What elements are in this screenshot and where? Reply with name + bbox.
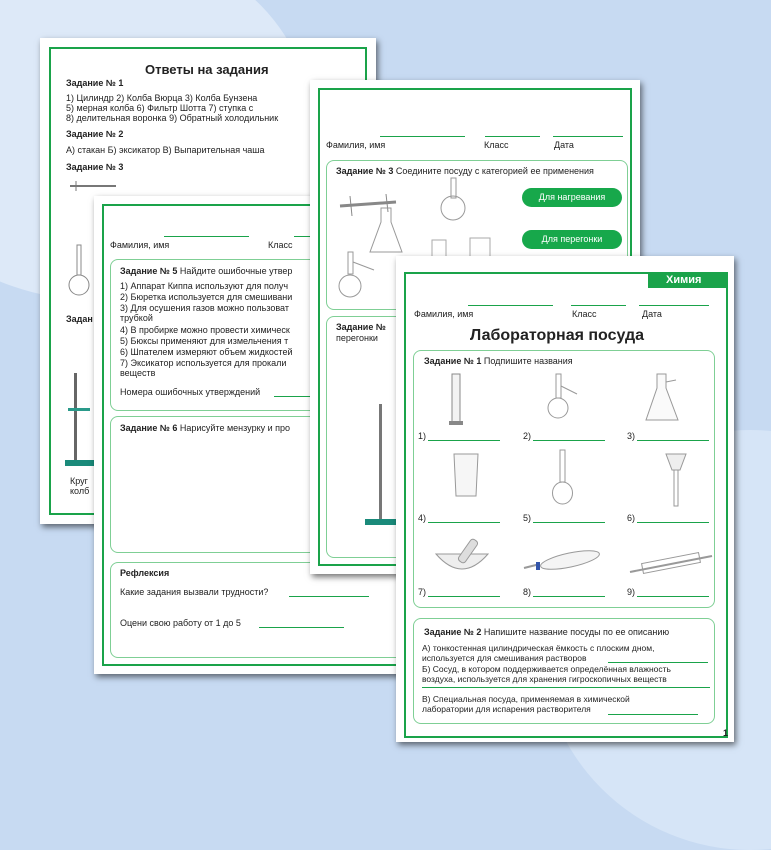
wurtz-flask-icon xyxy=(545,372,581,422)
class-label: Класс xyxy=(268,240,293,250)
task-2-number: Задание № 2 xyxy=(424,627,482,637)
page-title: Лабораторная посуда xyxy=(470,327,645,344)
statement: трубкой xyxy=(120,313,153,323)
answer-line[interactable] xyxy=(422,687,710,688)
reflux-condenser-icon xyxy=(628,548,714,578)
answer-1-line: 1) Цилиндр 2) Колба Вюрца 3) Колба Бунзена xyxy=(66,93,258,103)
beaker-icon xyxy=(451,450,481,498)
name-label: Фамилия, имя xyxy=(110,240,170,250)
statement: 1) Аппарат Киппа используют для получ xyxy=(120,281,289,291)
task-3-heading: Задание № 3 xyxy=(66,162,124,172)
wrong-numbers-field[interactable] xyxy=(274,396,314,397)
statement: 5) Бюксы применяют для измельчения т xyxy=(120,336,289,346)
flask-icon xyxy=(68,243,90,298)
task-6-number: Задание № 6 xyxy=(120,423,178,433)
reflection-question: Оцени свою работу от 1 до 5 xyxy=(120,618,241,628)
round-flask-icon xyxy=(440,176,468,224)
for-heating-button[interactable]: Для нагревания xyxy=(522,188,622,207)
date-underline xyxy=(639,305,709,306)
description-c: лаборатории для испарения растворителя xyxy=(422,704,591,714)
task-2-text: Напишите название посуды по ее описанию xyxy=(483,627,670,637)
description-c: В) Специальная посуда, применяемая в химической xyxy=(422,694,630,704)
task-3-number: Задание № 3 xyxy=(336,166,394,176)
statement: 2) Бюретка используется для смешивани xyxy=(120,292,293,302)
answer-line[interactable] xyxy=(533,440,605,441)
task-6-text: Нарисуйте мензурку и про xyxy=(179,423,291,433)
answer-field[interactable] xyxy=(259,627,344,628)
answer-2-line: А) стакан Б) эксикатор В) Выпарительная чаша xyxy=(66,145,265,155)
name-underline xyxy=(380,136,465,137)
answer-line[interactable] xyxy=(533,522,605,523)
answers-title: Ответы на задания xyxy=(145,62,269,77)
task-5-heading xyxy=(120,266,292,277)
task-4-text: перегонки xyxy=(336,333,378,343)
answer-line[interactable] xyxy=(533,596,605,597)
answer-line[interactable] xyxy=(428,596,500,597)
caption: Круг xyxy=(70,476,88,486)
reflection-question: Какие задания вызвали трудности? xyxy=(120,587,269,597)
date-label: Дата xyxy=(554,140,574,150)
item-number: 4) xyxy=(418,513,427,523)
condenser-icon xyxy=(68,178,118,194)
graduated-cylinder-icon xyxy=(448,372,464,427)
item-number: 9) xyxy=(627,587,636,597)
item-number: 7) xyxy=(418,587,427,597)
task-2-heading xyxy=(424,627,669,638)
task-5-number: Задание № 5 xyxy=(120,266,178,276)
item-number: 2) xyxy=(523,431,532,441)
erlenmeyer-flask-icon xyxy=(368,206,404,256)
stand-icon xyxy=(65,368,95,468)
answer-line[interactable] xyxy=(608,714,698,715)
volumetric-flask-icon xyxy=(551,448,575,506)
item-number: 3) xyxy=(627,431,636,441)
worksheet-page-1 xyxy=(396,256,734,742)
bunsen-flask-icon xyxy=(644,372,680,424)
answer-1-line: 5) мерная колба 6) Фильтр Шотта 7) ступка с xyxy=(66,103,254,113)
answer-line[interactable] xyxy=(608,662,708,663)
caption: колб xyxy=(70,486,90,496)
wurtz-flask-icon xyxy=(338,250,378,302)
task-1-heading xyxy=(424,356,573,367)
class-label: Класс xyxy=(572,309,597,319)
task-1-text: Подпишите названия xyxy=(483,356,573,366)
date-underline xyxy=(553,136,623,137)
name-label: Фамилия, имя xyxy=(414,309,474,319)
statement: 4) В пробирке можно провести химическ xyxy=(120,325,290,335)
answer-line[interactable] xyxy=(428,440,500,441)
mortar-pestle-icon xyxy=(432,536,492,580)
wrong-numbers-label: Номера ошибочных утверждений xyxy=(120,387,261,397)
task-1-number: Задание № 1 xyxy=(424,356,482,366)
task-1-heading: Задание № 1 xyxy=(66,78,124,88)
answer-line[interactable] xyxy=(637,440,709,441)
description-b: воздуха, используется для хранения гигроскопичных веществ xyxy=(422,674,667,684)
item-number: 1) xyxy=(418,431,427,441)
statement: 6) Шпателем измеряют объем жидкостей xyxy=(120,347,293,357)
name-label: Фамилия, имя xyxy=(326,140,386,150)
task-6-heading xyxy=(120,423,290,434)
item-number: 6) xyxy=(627,513,636,523)
description-a: А) тонкостенная цилиндрическая ёмкость с плоским дном, xyxy=(422,643,655,653)
name-underline xyxy=(164,236,249,237)
item-number: 8) xyxy=(523,587,532,597)
answer-line[interactable] xyxy=(637,596,709,597)
item-number: 5) xyxy=(523,513,532,523)
description-a: используется для смешивания растворов xyxy=(422,653,587,663)
task-5-text: Найдите ошибочные утвер xyxy=(179,266,293,276)
answer-line[interactable] xyxy=(428,522,500,523)
statement: 7) Эксикатор используется для прокали xyxy=(120,358,287,368)
task-2-heading: Задание № 2 xyxy=(66,129,124,139)
schott-filter-icon xyxy=(664,452,688,508)
separatory-funnel-icon xyxy=(522,546,606,576)
stand-icon xyxy=(365,402,397,526)
name-underline xyxy=(468,305,553,306)
task-3-text: Соедините посуду с категорией ее применения xyxy=(395,166,594,176)
task-4-heading: Задание № xyxy=(336,322,386,332)
date-label: Дата xyxy=(642,309,662,319)
answer-field[interactable] xyxy=(289,596,369,597)
class-label: Класс xyxy=(484,140,509,150)
class-underline xyxy=(485,136,540,137)
task-4-heading: Задан xyxy=(66,314,93,324)
reflection-heading: Рефлексия xyxy=(120,568,170,578)
statement: веществ xyxy=(120,368,156,378)
subject-label: Химия xyxy=(666,274,702,286)
description-b: Б) Сосуд, в котором поддерживается определённая влажность xyxy=(422,664,671,674)
answer-1-line: 8) делительная воронка 9) Обратный холодильник xyxy=(66,113,279,123)
for-distillation-button[interactable]: Для перегонки xyxy=(522,230,622,249)
answer-line[interactable] xyxy=(637,522,709,523)
page-number: 1 xyxy=(723,728,729,738)
statement: 3) Для осушения газов можно пользоват xyxy=(120,303,289,313)
class-underline xyxy=(571,305,626,306)
